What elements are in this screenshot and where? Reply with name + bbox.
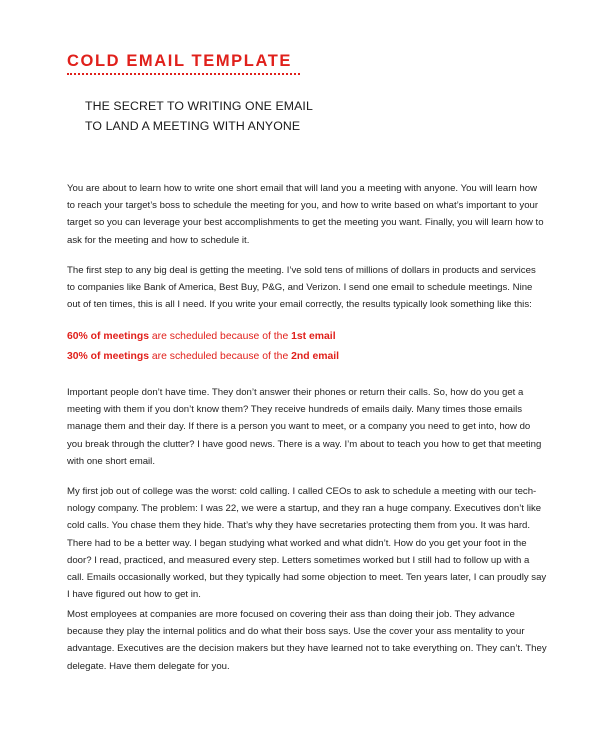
stat-email: 2nd email	[291, 351, 340, 362]
paragraph-line: nology company. The problem: I was 22, we were a startup, and they ran a huge company. Executives don’t like	[67, 503, 542, 515]
paragraph-line: out of ten times, this is all I need. If you write your email correctly, the results typically look something like this:	[67, 299, 532, 311]
paragraph-line: The first step to any big deal is getting the meeting. I’ve sold tens of millions of dollars in products and services	[67, 265, 536, 276]
paragraph-line: because they play the internal politics and do what their boss says. Use the cover your ass mentality to your	[67, 626, 525, 638]
stat-percent: 30% of meetings	[67, 351, 149, 362]
title-dotted-divider	[67, 73, 300, 75]
stat-line	[67, 327, 339, 347]
paragraph-employees	[67, 606, 597, 675]
paragraph-line: door? I read, practiced, and measured every step. Letters sometimes worked but I still had to follow up with a	[67, 554, 530, 566]
stat-email: 1st email	[291, 331, 336, 342]
paragraph-line: advantage. Executives are the decision makers but they have learned not to take everything on. They can’t. They	[67, 643, 547, 655]
paragraph-line: manage them and their day. If there is a person you want to meet, or a company you need to get into, how do	[67, 421, 531, 433]
paragraph-line: target so you can leverage your best accomplishments to get the meeting you want. Finally, you will learn how to	[67, 217, 544, 229]
document-subtitle	[85, 96, 313, 136]
document-title: COLD EMAIL TEMPLATE	[67, 52, 293, 70]
paragraph-line: to companies like Bank of America, Best Buy, P&G, and Verizon. I send one email to schedule meetings. Nine	[67, 282, 533, 294]
stat-text: are scheduled because of the	[149, 331, 292, 342]
paragraph-line: you break through the clutter? I have good news. There is a way. I’m about to teach you how to get that meeting	[67, 438, 542, 450]
paragraph-line: You are about to learn how to write one short email that will land you a meeting with anyone. You will learn how	[67, 183, 538, 194]
paragraph-line: Most employees at companies are more focused on covering their ass than doing their job. They advance	[67, 609, 515, 620]
stat-line	[67, 347, 339, 367]
paragraph-line: My first job out of college was the worst: cold calling. I called CEOs to ask to schedule a meeting with our tech-	[67, 486, 537, 497]
paragraph-line: I have figured out how to get in.	[67, 589, 201, 601]
paragraph-intro	[67, 180, 597, 249]
paragraph-line: delegate. Have them delegate for you.	[67, 660, 230, 672]
paragraph-line: with one short email.	[67, 455, 155, 467]
meeting-stats	[67, 327, 339, 367]
paragraph-first-job	[67, 483, 597, 603]
paragraph-line: There had to be a better way. I began studying what worked and what didn’t. How do you get your foot in the	[67, 537, 527, 549]
paragraph-line: meeting with them if you don’t know them? They receive hundreds of emails daily. Many times those emails	[67, 404, 523, 416]
paragraph-line: to reach your target’s boss to schedule the meeting for you, and how to write based on what’s important to your	[67, 200, 539, 212]
paragraph-line: cold calls. You chase them they hide. That’s why they have secretaries protecting them from you. It was hard.	[67, 520, 531, 532]
subtitle-line: TO LAND A MEETING WITH ANYONE	[85, 119, 301, 133]
stat-percent: 60% of meetings	[67, 331, 149, 342]
subtitle-line: THE SECRET TO WRITING ONE EMAIL	[85, 99, 313, 113]
stat-text: are scheduled because of the	[149, 351, 292, 362]
paragraph-first-step	[67, 262, 597, 314]
paragraph-line: call. Emails occasionally worked, but they typically had some objection to meet. Ten years later, I can proudly say	[67, 572, 547, 584]
paragraph-line: Important people don’t have time. They don’t answer their phones or return their calls. So, how do you get a	[67, 387, 524, 398]
paragraph-important-people	[67, 384, 597, 470]
paragraph-line: ask for the meeting and how to schedule it.	[67, 234, 250, 246]
